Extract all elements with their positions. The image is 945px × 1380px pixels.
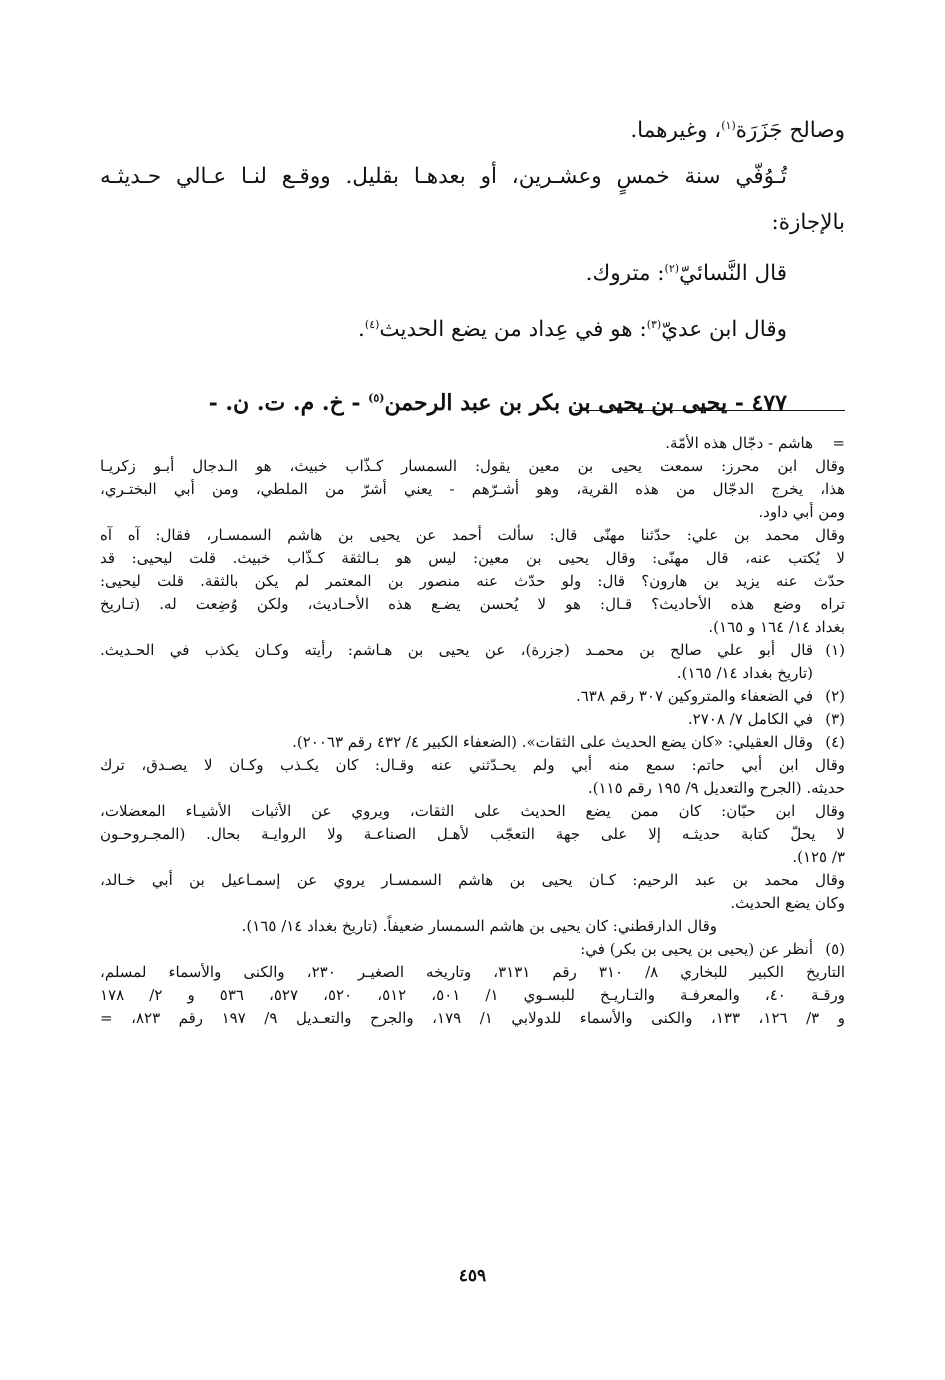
footnote-1 — [100, 639, 845, 685]
footnote-number: (٤) — [825, 733, 845, 751]
footnote-line: وقال محمد بن عبد الرحيم: كـان يحيى بن هاشم السمسـار يروي عن إسمـاعيل بن أبي خـالد، — [100, 871, 845, 889]
main-text-line — [100, 302, 845, 358]
footnote-line: أنظر عن (يحيى بن يحيى بن بكر) في: — [580, 940, 813, 958]
footnote-line: وقال محمد بن علي: حدّثنا مهنّى قال: سألت أحمد عن يحيى بن هاشم السمسـار، فقال: آه آه — [100, 526, 845, 544]
footnote-number: (١) — [825, 641, 845, 659]
footnote-line: في الكامل ٧/ ٢٧٠٨. — [687, 710, 813, 728]
main-text-span: وقال ابن عديّ — [661, 317, 787, 342]
footnote-continuation-body — [100, 455, 845, 639]
footnote-body — [100, 432, 813, 455]
main-text-line: بالإجازة: — [771, 210, 845, 235]
footnote-line: وقال ابن محرز: سمعت يحيى بن معين يقول: السمسار كـذّاب خبيث، هو الـدجال أبـو زكريـا — [100, 457, 845, 475]
footnote-line: (تاريخ بغداد ١٤/ ١٦٥). — [676, 664, 813, 682]
footnote-body — [100, 938, 813, 961]
entry-name: ٤٧٧ - يحيى بن يحيى بن بكر بن عبد الرحمن — [384, 390, 787, 416]
main-text-span: وصالح جَزَرَة — [735, 118, 845, 143]
footnote-line: قال أبو علي صالح بن محمـد (جزرة)، عن يحيى بن هـاشم: رأيته وكـان يكذب في الحـديث. — [100, 641, 813, 659]
footnote-4 — [100, 731, 845, 754]
footnote-line: لا يُكتب عنه، قال مهنّى: وقال يحيى بن معين: ليس هو بـالثقة كـذّاب خبيث. قلت ليحيى: قد — [100, 549, 845, 567]
page-number: ٤٥٩ — [458, 1266, 487, 1286]
footnote-line: حدّث عنه يزيد بن هارون؟ قال: ولو حدّث عنه منصور بن المعتمر لم يكن بالثقة. قلت ليحيى: — [100, 572, 845, 590]
footnote-2 — [100, 685, 845, 708]
footnotes — [100, 432, 845, 1030]
footnote-body — [100, 639, 813, 685]
footnote-ref[interactable]: (٢) — [664, 261, 680, 275]
footnote-line: لا يحلّ كتابة حديثـه إلا على جهة التعجّب لأهـل الصناعـة ولا الروايـة بحال. (المجـروحـون — [100, 825, 845, 843]
footnote-line: و ٣/ ١٢٦، ١٣٣، والكنى والأسماء للدولابي ١/ ١٧٩، والجرح والتعـديل ٩/ ١٩٧ رقم ٨٢٣، = — [100, 1009, 845, 1027]
main-text — [100, 108, 845, 434]
footnote-3 — [100, 708, 845, 731]
footnote-line: وقال العقيلي: «كان يضع الحديث على الثقات». (الضعفاء الكبير ٤/ ٤٣٢ رقم ٢٠٠٦٣). — [292, 733, 813, 751]
main-text-span: : متروك. — [585, 261, 665, 286]
main-text-line: تُـوُفّي سنة خمسٍ وعشـرين، أو بعدهـا بقليل. ووقـع لنـا عـالي حـديثـه — [100, 164, 787, 189]
footnote-line: وقال الدارقطني: كان يحيى بن هاشم السمسار ضعيفاً. (تاريخ بغداد ١٤/ ١٦٥). — [241, 917, 717, 935]
footnote-ref[interactable]: (٥) — [368, 391, 385, 405]
continuation-marker: = — [832, 434, 845, 452]
footnote-line: هذا، يخرج الدجّال من هذه القرية، وهو أشـرّهم - يعني أشرّ من الملطي، ومن أبي البختـري، — [100, 480, 845, 498]
footnote-line: ٣/ ١٢٥). — [792, 848, 845, 866]
footnote-line: حديثه. (الجرح والتعديل ٩/ ١٩٥ رقم ١١٥). — [587, 779, 845, 797]
footnote-line: وكان يضع الحديث. — [730, 894, 845, 912]
footnote-line: تراه وضع هذه الأحاديث؟ قـال: هو لا يُحسن يضـع هذه الأحـاديث، ولكن وُضِعت له. (تـاريخ — [100, 595, 845, 613]
main-text-span: . — [358, 317, 365, 342]
footnote-continuation — [100, 432, 845, 455]
footnote-body — [100, 708, 813, 731]
footnote-line: هاشم - دجّال هذه الأمّة. — [665, 434, 813, 452]
footnote-body — [100, 685, 813, 708]
footnote-line: التاريخ الكبير للبخاري ٨/ ٣١٠ رقم ٣١٣١، وتاريخه الصغيـر ٢٣٠، والكنى والأسماء لمسلم، — [100, 963, 845, 981]
main-text-span: : هو في عِداد من يضع الحديث — [379, 317, 647, 342]
footnote-line: ومن أبي داود. — [758, 503, 845, 521]
footnote-ref[interactable]: (١) — [721, 118, 736, 132]
footnote-5-continued — [100, 961, 845, 1030]
footnote-number: (٢) — [825, 687, 845, 705]
entry-sigla: - خ. م. ت. ن. - — [208, 390, 369, 416]
footnote-line: ورقـة ٤٠، والمعرفـة والتـاريـخ للبسـوي ١/ ٥٠١، ٥١٢، ٥٢٠، ٥٢٧، ٥٣٦ و ٢/ ١٧٨ — [100, 986, 846, 1004]
biography-entry-heading — [100, 372, 845, 434]
footnote-number: (٣) — [825, 710, 845, 728]
footnote-separator — [575, 410, 845, 411]
footnote-line: بغداد ١٤/ ١٦٤ و ١٦٥). — [708, 618, 845, 636]
footnote-line: وقال ابن حبّان: كان ممن يضع الحديث على الثقات، ويروي عن الأثبات الأشيـاء المعضلات، — [100, 802, 845, 820]
footnote-line: وقال ابن أبي حاتم: سمع منه أبي ولم يحـدّثني عنه وقـال: كان يكـذب وكـان لا يصـدق، ترك — [100, 756, 845, 774]
main-text-span: قال النَّسائيّ — [679, 261, 787, 286]
main-text-line — [100, 108, 845, 154]
footnote-5 — [100, 938, 845, 961]
footnote-ref[interactable]: (٣) — [646, 317, 662, 331]
footnote-body — [100, 731, 813, 754]
footnote-number: (٥) — [825, 940, 845, 958]
main-text-line — [100, 246, 845, 302]
footnote-ref[interactable]: (٤) — [364, 317, 380, 331]
main-text-span: ، وغيرهما. — [630, 118, 722, 143]
footnote-4-continued — [100, 754, 845, 938]
footnote-line: في الضعفاء والمتروكين ٣٠٧ رقم ٦٣٨. — [575, 687, 813, 705]
